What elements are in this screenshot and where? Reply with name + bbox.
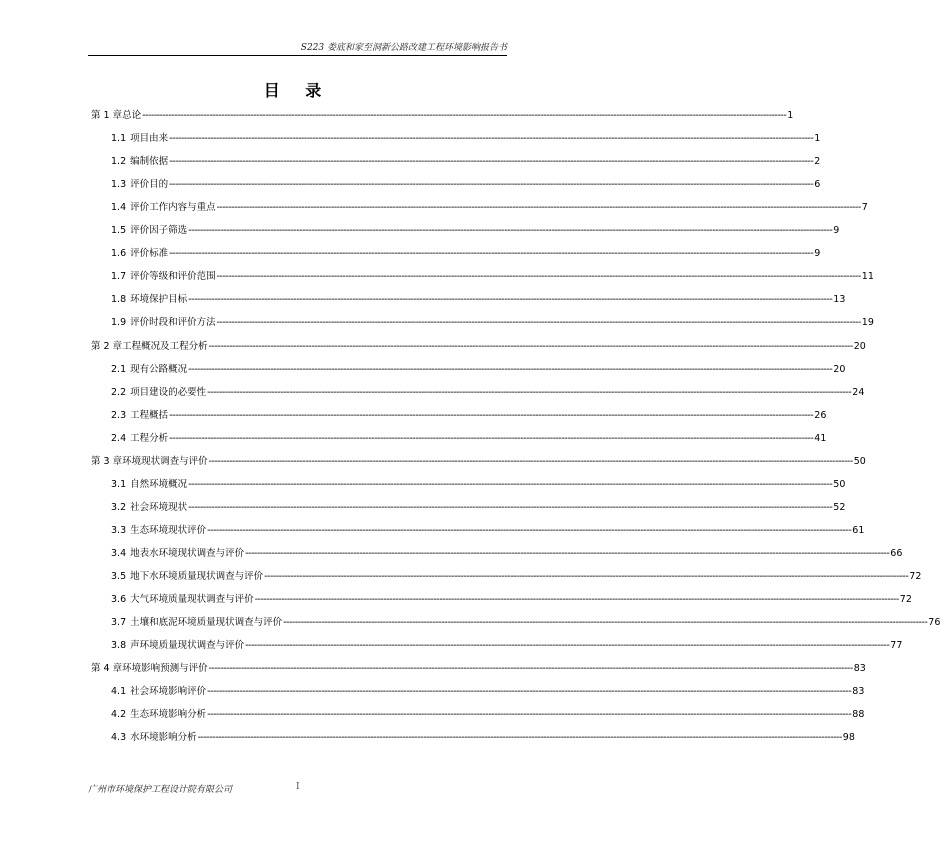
toc-entry-number: 1.5 [111, 225, 127, 237]
toc-dot-leader: ---------------------------------------------------------------------------------------------------------------------------------------------------------------------------------------------------------------------------- [216, 271, 861, 283]
toc-page-number: 2 [814, 156, 821, 168]
toc-dot-leader: ---------------------------------------------------------------------------------------------------------------------------------------------------------------------------------------------------------------------------- [254, 594, 899, 606]
toc-entry-title: 工程分析 [130, 432, 169, 444]
toc-entry-title: 社会环境影响评价 [130, 686, 207, 698]
toc-dot-leader: ---------------------------------------------------------------------------------------------------------------------------------------------------------------------------------------------------------------------------- [169, 409, 814, 421]
toc-entry-title: 大气环境质量现状调查与评价 [130, 594, 254, 606]
toc-entry-title: 环境保护目标 [130, 294, 188, 306]
toc-page-number: 61 [852, 524, 865, 536]
toc-entry-title: 评价标准 [130, 248, 169, 260]
toc-entry-title: 评价目的 [130, 179, 169, 191]
toc-section-entry[interactable] [111, 731, 855, 745]
toc-entry-title: 评价时段和评价方法 [130, 317, 216, 329]
toc-page-number: 66 [890, 547, 903, 559]
toc-page-number: 77 [890, 640, 903, 652]
toc-entry-number: 3.3 [111, 524, 127, 536]
toc-section-entry[interactable] [111, 639, 903, 653]
toc-dot-leader: ---------------------------------------------------------------------------------------------------------------------------------------------------------------------------------------------------------------------------- [216, 202, 861, 214]
toc-section-entry[interactable] [111, 409, 827, 423]
toc-page-number: 11 [861, 271, 874, 283]
toc-page-number: 50 [833, 478, 846, 490]
toc-entry-title: 声环境质量现状调查与评价 [130, 640, 245, 652]
toc-chapter-entry[interactable] [91, 455, 866, 469]
toc-page-number: 24 [852, 386, 865, 398]
toc-dot-leader: ---------------------------------------------------------------------------------------------------------------------------------------------------------------------------------------------------------------------------- [208, 455, 853, 467]
toc-entry-number: 第 2 章 [91, 340, 123, 352]
toc-entry-number: 2.1 [111, 363, 127, 375]
toc-section-entry[interactable] [111, 593, 912, 607]
toc-section-entry[interactable] [111, 270, 874, 284]
toc-entry-number: 3.7 [111, 617, 127, 629]
toc-dot-leader: ---------------------------------------------------------------------------------------------------------------------------------------------------------------------------------------------------------------------------- [207, 524, 852, 536]
toc-page-number: 26 [814, 409, 827, 421]
toc-section-entry[interactable] [111, 570, 922, 584]
toc-section-entry[interactable] [111, 132, 821, 146]
toc-entry-number: 1.4 [111, 202, 127, 214]
toc-page-number: 20 [853, 340, 866, 352]
toc-entry-number: 3.2 [111, 501, 127, 513]
toc-entry-title: 环境影响预测与评价 [122, 663, 208, 675]
toc-section-entry[interactable] [111, 432, 827, 446]
toc-entry-title: 社会环境现状 [130, 501, 188, 513]
toc-section-entry[interactable] [111, 501, 846, 515]
toc-entry-title: 水环境影响分析 [130, 732, 197, 744]
toc-entry-number: 2.2 [111, 386, 127, 398]
toc-section-entry[interactable] [111, 616, 940, 630]
toc-dot-leader: ---------------------------------------------------------------------------------------------------------------------------------------------------------------------------------------------------------------------------- [142, 110, 787, 121]
toc-dot-leader: ---------------------------------------------------------------------------------------------------------------------------------------------------------------------------------------------------------------------------- [188, 478, 833, 490]
toc-entry-number: 第 4 章 [91, 663, 123, 675]
toc-dot-leader: ---------------------------------------------------------------------------------------------------------------------------------------------------------------------------------------------------------------------------- [169, 179, 814, 191]
header-rule [88, 55, 507, 56]
toc-chapter-entry[interactable] [91, 340, 866, 354]
toc-section-entry[interactable] [111, 386, 865, 400]
toc-entry-number: 4.3 [111, 732, 127, 744]
toc-entry-number: 1.7 [111, 271, 127, 283]
toc-entry-number: 3.8 [111, 640, 127, 652]
toc-entry-title: 土壤和底泥环境质量现状调查与评价 [130, 617, 283, 629]
toc-page-number: 19 [861, 317, 874, 329]
toc-page-number: 9 [814, 248, 821, 260]
toc-page-number: 6 [814, 179, 821, 191]
running-header: S223 娄底和家至洞新公路改建工程环境影响报告书 [300, 43, 507, 53]
toc-entry-number: 2.4 [111, 432, 127, 444]
toc-page-number: 1 [787, 110, 794, 121]
toc-page-number: 72 [909, 571, 922, 582]
toc-entry-number: 4.1 [111, 686, 127, 698]
footer-company: 广州市环境保护工程设计院有限公司 [88, 785, 233, 795]
toc-section-entry[interactable] [111, 708, 865, 722]
toc-dot-leader: ---------------------------------------------------------------------------------------------------------------------------------------------------------------------------------------------------------------------------- [216, 317, 861, 329]
toc-entry-title: 工程概括 [130, 409, 169, 421]
toc-entry-title: 生态环境影响分析 [130, 709, 207, 721]
toc-entry-title: 评价工作内容与重点 [130, 202, 216, 214]
toc-dot-leader: ---------------------------------------------------------------------------------------------------------------------------------------------------------------------------------------------------------------------------- [188, 363, 833, 375]
toc-entry-title: 评价等级和评价范围 [130, 271, 216, 283]
toc-section-entry[interactable] [111, 201, 868, 215]
toc-page-number: 52 [833, 501, 846, 513]
toc-entry-number: 第 3 章 [91, 455, 123, 467]
toc-entry-number: 1.1 [111, 133, 127, 145]
toc-entry-title: 地表水环境现状调查与评价 [130, 547, 245, 559]
toc-chapter-entry[interactable] [91, 109, 794, 123]
toc-entry-number: 2.3 [111, 409, 127, 421]
toc-section-entry[interactable] [111, 316, 874, 330]
toc-entry-number: 3.5 [111, 571, 127, 582]
toc-entry-number: 4.2 [111, 709, 127, 721]
toc-dot-leader: ---------------------------------------------------------------------------------------------------------------------------------------------------------------------------------------------------------------------------- [207, 686, 852, 698]
toc-entry-title: 评价因子筛选 [130, 225, 188, 237]
toc-page-number: 83 [852, 686, 865, 698]
toc-entry-number: 3.6 [111, 594, 127, 606]
toc-page-number: 72 [899, 594, 912, 606]
toc-dot-leader: ---------------------------------------------------------------------------------------------------------------------------------------------------------------------------------------------------------------------------- [208, 663, 853, 675]
toc-entry-title: 环境现状调查与评价 [122, 455, 208, 467]
toc-page-number: 20 [833, 363, 846, 375]
toc-entry-title: 现有公路概况 [130, 363, 188, 375]
toc-section-entry[interactable] [111, 293, 846, 307]
toc-page-number: 1 [814, 133, 821, 145]
toc-page-number: 50 [853, 455, 866, 467]
toc-section-entry[interactable] [111, 155, 821, 169]
toc-section-entry[interactable] [111, 178, 821, 192]
toc-page-number: 88 [852, 709, 865, 721]
toc-dot-leader: ---------------------------------------------------------------------------------------------------------------------------------------------------------------------------------------------------------------------------- [207, 709, 852, 721]
toc-page-number: 9 [833, 225, 840, 237]
toc-section-entry[interactable] [111, 363, 846, 377]
toc-page-number: 7 [861, 202, 868, 214]
footer-page-number: I [296, 782, 300, 792]
toc-page-number: 13 [833, 294, 846, 306]
toc-page-number: 83 [853, 663, 866, 675]
page-title: 目 录 [263, 81, 332, 100]
toc-dot-leader: ---------------------------------------------------------------------------------------------------------------------------------------------------------------------------------------------------------------------------- [245, 640, 890, 652]
toc-dot-leader: ---------------------------------------------------------------------------------------------------------------------------------------------------------------------------------------------------------------------------- [169, 248, 814, 260]
toc-dot-leader: ---------------------------------------------------------------------------------------------------------------------------------------------------------------------------------------------------------------------------- [169, 133, 814, 145]
toc-page-number: 98 [842, 732, 855, 744]
toc-entry-number: 1.6 [111, 248, 127, 260]
toc-entry-title: 工程概况及工程分析 [122, 340, 208, 352]
toc-entry-number: 1.2 [111, 156, 127, 168]
toc-entry-number: 第 1 章 [91, 110, 123, 121]
toc-dot-leader: ---------------------------------------------------------------------------------------------------------------------------------------------------------------------------------------------------------------------------- [208, 340, 853, 352]
toc-entry-number: 1.3 [111, 179, 127, 191]
toc-dot-leader: ---------------------------------------------------------------------------------------------------------------------------------------------------------------------------------------------------------------------------- [188, 225, 833, 237]
toc-dot-leader: ---------------------------------------------------------------------------------------------------------------------------------------------------------------------------------------------------------------------------- [245, 547, 890, 559]
toc-section-entry[interactable] [111, 547, 903, 561]
toc-dot-leader: ---------------------------------------------------------------------------------------------------------------------------------------------------------------------------------------------------------------------------- [283, 617, 928, 629]
toc-entry-number: 1.8 [111, 294, 127, 306]
toc-entry-title: 项目由来 [130, 133, 169, 145]
toc-section-entry[interactable] [111, 524, 865, 538]
toc-dot-leader: ---------------------------------------------------------------------------------------------------------------------------------------------------------------------------------------------------------------------------- [169, 432, 814, 444]
toc-entry-title: 编制依据 [130, 156, 169, 168]
toc-dot-leader: ---------------------------------------------------------------------------------------------------------------------------------------------------------------------------------------------------------------------------- [188, 294, 833, 306]
toc-entry-title: 生态环境现状评价 [130, 524, 207, 536]
toc-section-entry[interactable] [111, 224, 840, 238]
toc-section-entry[interactable] [111, 478, 846, 492]
toc-dot-leader: ---------------------------------------------------------------------------------------------------------------------------------------------------------------------------------------------------------------------------- [169, 156, 814, 168]
toc-dot-leader: ---------------------------------------------------------------------------------------------------------------------------------------------------------------------------------------------------------------------------- [207, 386, 852, 398]
toc-entry-title: 总论 [122, 110, 142, 121]
toc-dot-leader: ---------------------------------------------------------------------------------------------------------------------------------------------------------------------------------------------------------------------------- [188, 501, 833, 513]
toc-entry-number: 3.1 [111, 478, 127, 490]
toc-entry-number: 3.4 [111, 547, 127, 559]
toc-section-entry[interactable] [111, 685, 865, 699]
toc-page-number: 41 [814, 432, 827, 444]
toc-section-entry[interactable] [111, 247, 821, 261]
toc-entry-number: 1.9 [111, 317, 127, 329]
toc-entry-title: 地下水环境质量现状调查与评价 [130, 571, 264, 582]
toc-dot-leader: ---------------------------------------------------------------------------------------------------------------------------------------------------------------------------------------------------------------------------- [264, 571, 909, 582]
toc-chapter-entry[interactable] [91, 662, 866, 676]
toc-dot-leader: ---------------------------------------------------------------------------------------------------------------------------------------------------------------------------------------------------------------------------- [197, 732, 842, 744]
toc-entry-title: 项目建设的必要性 [130, 386, 207, 398]
toc-page-number: 76 [928, 617, 940, 629]
toc-entry-title: 自然环境概况 [130, 478, 188, 490]
